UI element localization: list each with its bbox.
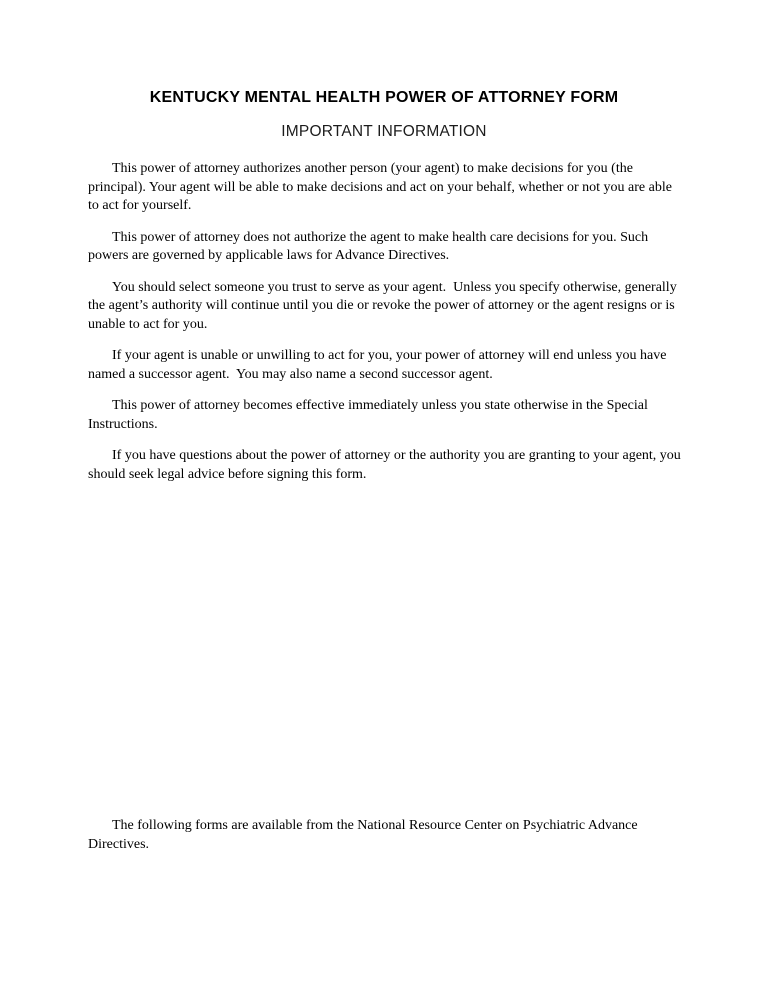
paragraph-successor-agent: If your agent is unable or unwilling to act for you, your power of attorney will end unless you have named a successor agent. You may also name a second successor agent. (88, 348, 670, 382)
paragraph-legal-advice: If you have questions about the power of attorney or the authority you are granting to your agent, you should seek legal advice before signing this form. (88, 448, 685, 482)
paragraph-effective-immediately: This power of attorney becomes effective immediately unless you state otherwise in the Special Instructions. (88, 398, 652, 432)
paragraph-select-agent: You should select someone you trust to serve as your agent. Unless you specify otherwise, generally the agent’s authority will continue until you die or revoke the power of attorney or the agent resigns or is unable to act for you. (88, 279, 681, 332)
paragraph-authorizes-agent: This power of attorney authorizes another person (your agent) to make decisions for you (the principal). Your agent will be able to make decisions and act on your behalf, whether or not you are able to act for yourself. (88, 161, 676, 213)
document-title: KENTUCKY MENTAL HEALTH POWER OF ATTORNEY FORM (149, 89, 619, 106)
document-subtitle: IMPORTANT INFORMATION (281, 123, 487, 140)
paragraph-no-health-care: This power of attorney does not authorize the agent to make health care decisions for you. Such powers are governed by applicable laws for Advance Directives. (88, 229, 652, 263)
paragraph-forms-available: The following forms are available from the National Resource Center on Psychiatric Advance Directives. (88, 818, 642, 852)
document-body (88, 160, 684, 854)
